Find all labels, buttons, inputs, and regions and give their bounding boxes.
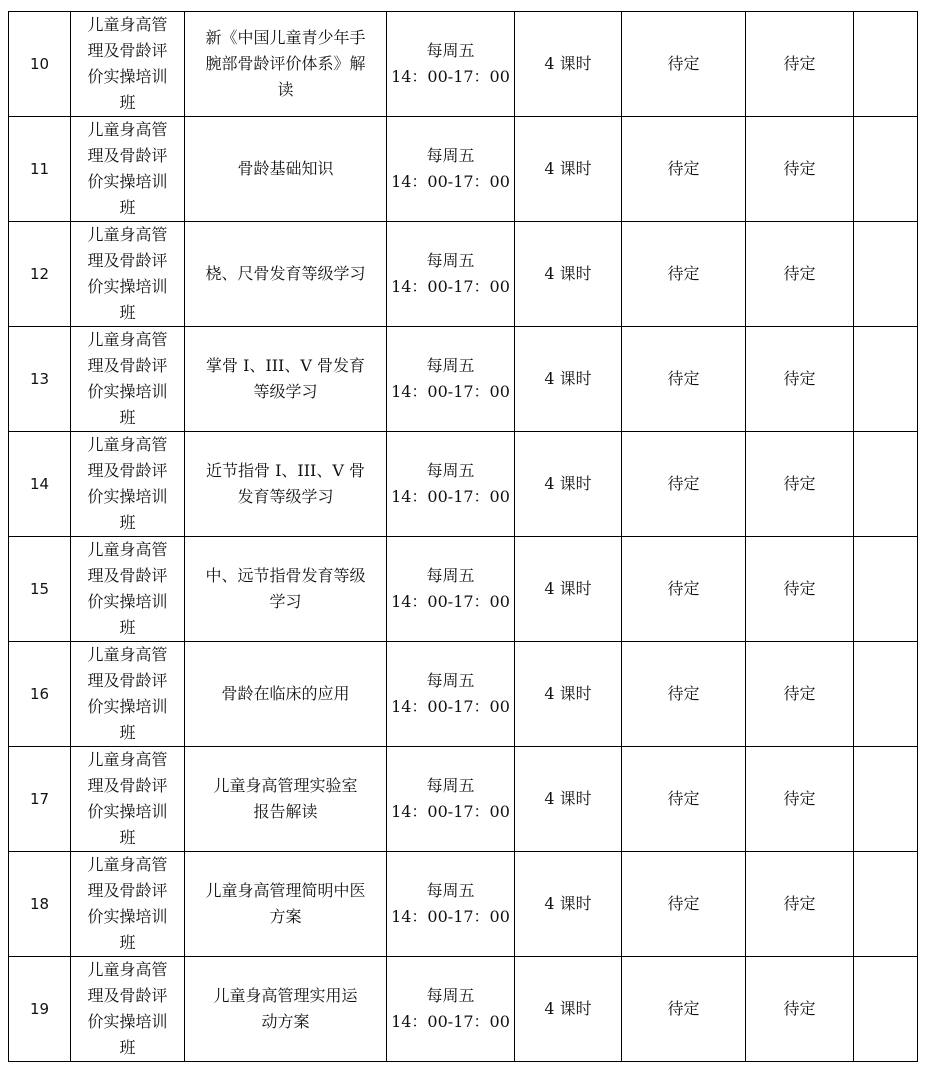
topic-cell bbox=[185, 12, 387, 117]
cell-text: 18 bbox=[29, 895, 50, 913]
class-name-cell bbox=[71, 222, 185, 327]
cell-text: 13 bbox=[29, 370, 50, 388]
remark-cell bbox=[854, 222, 918, 327]
time-range: 14：00-17：00 bbox=[391, 592, 510, 611]
time-cell bbox=[387, 222, 515, 327]
cell-text: 待定 bbox=[783, 474, 816, 493]
cell-text: 待定 bbox=[667, 684, 700, 703]
cell-text: 待定 bbox=[783, 54, 816, 73]
cell-line: 班 bbox=[119, 618, 136, 637]
topic-cell bbox=[185, 852, 387, 957]
table-row bbox=[9, 537, 918, 642]
course-schedule-table bbox=[8, 11, 918, 1062]
cell-text: 17 bbox=[29, 790, 50, 808]
cell-line: 理及骨龄评 bbox=[87, 986, 168, 1005]
cell-text: 12 bbox=[29, 265, 50, 283]
remark-cell bbox=[854, 12, 918, 117]
time-cell bbox=[387, 642, 515, 747]
class-name-cell bbox=[71, 12, 185, 117]
cell-line: 中、远节指骨发育等级 bbox=[205, 566, 366, 585]
cell-text: 待定 bbox=[783, 369, 816, 388]
cell-text: 11 bbox=[29, 160, 50, 178]
time-cell bbox=[387, 537, 515, 642]
cell-text: 16 bbox=[29, 685, 50, 703]
cell-line: 儿童身高管 bbox=[87, 15, 168, 34]
cell-text: 4 课时 bbox=[544, 474, 592, 493]
location-cell bbox=[746, 537, 854, 642]
class-name-cell bbox=[71, 117, 185, 222]
cell-line: 班 bbox=[119, 1038, 136, 1057]
cell-line: 理及骨龄评 bbox=[87, 881, 168, 900]
location-cell bbox=[746, 117, 854, 222]
time-cell bbox=[387, 12, 515, 117]
cell-text: 4 课时 bbox=[544, 159, 592, 178]
cell-line: 儿童身高管理实用运 bbox=[213, 986, 358, 1005]
class-name-cell bbox=[71, 327, 185, 432]
cell-text: 4 课时 bbox=[544, 684, 592, 703]
cell-line: 班 bbox=[119, 513, 136, 532]
cell-line: 理及骨龄评 bbox=[87, 776, 168, 795]
time-day: 每周五 bbox=[426, 356, 475, 375]
topic-cell bbox=[185, 642, 387, 747]
row-number-cell bbox=[9, 327, 71, 432]
cell-line: 价实操培训 bbox=[87, 487, 168, 506]
location-cell bbox=[746, 12, 854, 117]
time-range: 14：00-17：00 bbox=[391, 277, 510, 296]
hours-cell bbox=[515, 957, 622, 1062]
teacher-cell bbox=[622, 747, 746, 852]
row-number-cell bbox=[9, 747, 71, 852]
time-cell bbox=[387, 957, 515, 1062]
cell-line: 理及骨龄评 bbox=[87, 356, 168, 375]
table-row bbox=[9, 642, 918, 747]
cell-text: 待定 bbox=[783, 579, 816, 598]
time-day: 每周五 bbox=[426, 461, 475, 480]
location-cell bbox=[746, 222, 854, 327]
cell-line: 读 bbox=[277, 80, 294, 99]
cell-text: 10 bbox=[29, 55, 50, 73]
row-number-cell bbox=[9, 537, 71, 642]
time-range: 14：00-17：00 bbox=[391, 172, 510, 191]
cell-line: 腕部骨龄评价体系》解 bbox=[205, 54, 366, 73]
time-day: 每周五 bbox=[426, 776, 475, 795]
remark-cell bbox=[854, 117, 918, 222]
cell-line: 理及骨龄评 bbox=[87, 461, 168, 480]
class-name-cell bbox=[71, 852, 185, 957]
cell-line: 动方案 bbox=[261, 1012, 310, 1031]
cell-line: 新《中国儿童青少年手 bbox=[205, 28, 366, 47]
time-day: 每周五 bbox=[426, 671, 475, 690]
cell-line: 报告解读 bbox=[253, 802, 318, 821]
time-day: 每周五 bbox=[426, 251, 475, 270]
cell-text: 15 bbox=[29, 580, 50, 598]
time-range: 14：00-17：00 bbox=[391, 1012, 510, 1031]
teacher-cell bbox=[622, 117, 746, 222]
teacher-cell bbox=[622, 957, 746, 1062]
cell-text: 4 课时 bbox=[544, 894, 592, 913]
time-day: 每周五 bbox=[426, 146, 475, 165]
cell-line: 理及骨龄评 bbox=[87, 146, 168, 165]
cell-line: 儿童身高管 bbox=[87, 960, 168, 979]
cell-line: 理及骨龄评 bbox=[87, 671, 168, 690]
remark-cell bbox=[854, 327, 918, 432]
hours-cell bbox=[515, 747, 622, 852]
remark-cell bbox=[854, 957, 918, 1062]
hours-cell bbox=[515, 222, 622, 327]
cell-line: 学习 bbox=[269, 592, 302, 611]
teacher-cell bbox=[622, 852, 746, 957]
cell-line: 发育等级学习 bbox=[237, 487, 334, 506]
time-day: 每周五 bbox=[426, 986, 475, 1005]
class-name-cell bbox=[71, 432, 185, 537]
row-number-cell bbox=[9, 117, 71, 222]
cell-text: 待定 bbox=[667, 999, 700, 1018]
cell-text: 待定 bbox=[667, 54, 700, 73]
time-day: 每周五 bbox=[426, 566, 475, 585]
cell-line: 儿童身高管 bbox=[87, 435, 168, 454]
teacher-cell bbox=[622, 537, 746, 642]
time-range: 14：00-17：00 bbox=[391, 697, 510, 716]
cell-text: 待定 bbox=[667, 579, 700, 598]
row-number-cell bbox=[9, 642, 71, 747]
hours-cell bbox=[515, 432, 622, 537]
cell-text: 4 课时 bbox=[544, 369, 592, 388]
cell-text: 4 课时 bbox=[544, 789, 592, 808]
remark-cell bbox=[854, 747, 918, 852]
table-row bbox=[9, 117, 918, 222]
cell-line: 儿童身高管 bbox=[87, 120, 168, 139]
teacher-cell bbox=[622, 222, 746, 327]
time-cell bbox=[387, 852, 515, 957]
hours-cell bbox=[515, 852, 622, 957]
cell-line: 价实操培训 bbox=[87, 697, 168, 716]
time-cell bbox=[387, 117, 515, 222]
cell-line: 桡、尺骨发育等级学习 bbox=[205, 264, 366, 283]
remark-cell bbox=[854, 852, 918, 957]
cell-text: 待定 bbox=[783, 789, 816, 808]
time-range: 14：00-17：00 bbox=[391, 67, 510, 86]
cell-text: 待定 bbox=[783, 999, 816, 1018]
time-range: 14：00-17：00 bbox=[391, 487, 510, 506]
topic-cell bbox=[185, 327, 387, 432]
cell-text: 4 课时 bbox=[544, 54, 592, 73]
cell-line: 价实操培训 bbox=[87, 907, 168, 926]
cell-line: 近节指骨 I、III、V 骨 bbox=[205, 461, 365, 480]
cell-text: 14 bbox=[29, 475, 50, 493]
topic-cell bbox=[185, 222, 387, 327]
table-row bbox=[9, 222, 918, 327]
class-name-cell bbox=[71, 537, 185, 642]
cell-line: 儿童身高管理简明中医 bbox=[205, 881, 366, 900]
location-cell bbox=[746, 432, 854, 537]
cell-line: 儿童身高管 bbox=[87, 225, 168, 244]
class-name-cell bbox=[71, 747, 185, 852]
topic-cell bbox=[185, 537, 387, 642]
table-row bbox=[9, 12, 918, 117]
cell-text: 待定 bbox=[783, 264, 816, 283]
row-number-cell bbox=[9, 222, 71, 327]
cell-line: 理及骨龄评 bbox=[87, 41, 168, 60]
cell-line: 价实操培训 bbox=[87, 592, 168, 611]
cell-line: 班 bbox=[119, 723, 136, 742]
remark-cell bbox=[854, 432, 918, 537]
teacher-cell bbox=[622, 12, 746, 117]
cell-text: 待定 bbox=[667, 894, 700, 913]
topic-cell bbox=[185, 957, 387, 1062]
location-cell bbox=[746, 957, 854, 1062]
cell-line: 理及骨龄评 bbox=[87, 566, 168, 585]
cell-text: 待定 bbox=[783, 159, 816, 178]
cell-line: 价实操培训 bbox=[87, 382, 168, 401]
remark-cell bbox=[854, 642, 918, 747]
cell-line: 儿童身高管理实验室 bbox=[213, 776, 358, 795]
cell-line: 价实操培训 bbox=[87, 172, 168, 191]
cell-line: 儿童身高管 bbox=[87, 540, 168, 559]
cell-text: 待定 bbox=[667, 159, 700, 178]
cell-line: 方案 bbox=[269, 907, 302, 926]
cell-line: 价实操培训 bbox=[87, 277, 168, 296]
cell-line: 班 bbox=[119, 303, 136, 322]
teacher-cell bbox=[622, 642, 746, 747]
topic-cell bbox=[185, 432, 387, 537]
cell-line: 儿童身高管 bbox=[87, 645, 168, 664]
cell-text: 待定 bbox=[667, 264, 700, 283]
hours-cell bbox=[515, 537, 622, 642]
table-row bbox=[9, 432, 918, 537]
topic-cell bbox=[185, 747, 387, 852]
location-cell bbox=[746, 642, 854, 747]
cell-text: 待定 bbox=[783, 894, 816, 913]
row-number-cell bbox=[9, 12, 71, 117]
cell-line: 儿童身高管 bbox=[87, 750, 168, 769]
cell-line: 骨龄在临床的应用 bbox=[221, 684, 350, 703]
time-day: 每周五 bbox=[426, 881, 475, 900]
location-cell bbox=[746, 852, 854, 957]
time-day: 每周五 bbox=[426, 41, 475, 60]
time-range: 14：00-17：00 bbox=[391, 907, 510, 926]
schedule-table-wrapper bbox=[8, 11, 918, 1062]
cell-line: 儿童身高管 bbox=[87, 855, 168, 874]
hours-cell bbox=[515, 12, 622, 117]
table-body bbox=[9, 12, 918, 1062]
cell-line: 班 bbox=[119, 933, 136, 952]
cell-line: 价实操培训 bbox=[87, 1012, 168, 1031]
time-cell bbox=[387, 432, 515, 537]
cell-text: 4 课时 bbox=[544, 264, 592, 283]
time-cell bbox=[387, 747, 515, 852]
hours-cell bbox=[515, 642, 622, 747]
topic-cell bbox=[185, 117, 387, 222]
time-range: 14：00-17：00 bbox=[391, 382, 510, 401]
cell-text: 待定 bbox=[667, 369, 700, 388]
class-name-cell bbox=[71, 957, 185, 1062]
table-row bbox=[9, 852, 918, 957]
cell-text: 4 课时 bbox=[544, 999, 592, 1018]
cell-text: 4 课时 bbox=[544, 579, 592, 598]
cell-line: 掌骨 I、III、V 骨发育 bbox=[205, 356, 365, 375]
location-cell bbox=[746, 327, 854, 432]
cell-line: 价实操培训 bbox=[87, 67, 168, 86]
hours-cell bbox=[515, 117, 622, 222]
hours-cell bbox=[515, 327, 622, 432]
cell-text: 待定 bbox=[783, 684, 816, 703]
cell-line: 班 bbox=[119, 198, 136, 217]
table-row bbox=[9, 327, 918, 432]
teacher-cell bbox=[622, 327, 746, 432]
cell-text: 19 bbox=[29, 1000, 50, 1018]
row-number-cell bbox=[9, 852, 71, 957]
remark-cell bbox=[854, 537, 918, 642]
table-row bbox=[9, 747, 918, 852]
cell-line: 班 bbox=[119, 408, 136, 427]
cell-line: 价实操培训 bbox=[87, 802, 168, 821]
time-range: 14：00-17：00 bbox=[391, 802, 510, 821]
table-row bbox=[9, 957, 918, 1062]
cell-line: 等级学习 bbox=[253, 382, 318, 401]
row-number-cell bbox=[9, 432, 71, 537]
cell-line: 儿童身高管 bbox=[87, 330, 168, 349]
cell-text: 待定 bbox=[667, 789, 700, 808]
cell-line: 班 bbox=[119, 828, 136, 847]
cell-line: 理及骨龄评 bbox=[87, 251, 168, 270]
cell-text: 待定 bbox=[667, 474, 700, 493]
location-cell bbox=[746, 747, 854, 852]
cell-line: 班 bbox=[119, 93, 136, 112]
cell-line: 骨龄基础知识 bbox=[237, 159, 334, 178]
teacher-cell bbox=[622, 432, 746, 537]
class-name-cell bbox=[71, 642, 185, 747]
time-cell bbox=[387, 327, 515, 432]
row-number-cell bbox=[9, 957, 71, 1062]
